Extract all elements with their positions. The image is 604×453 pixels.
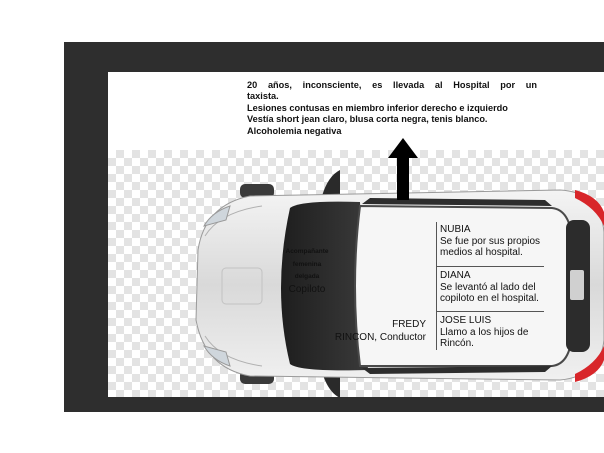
driver-line-1: FREDY xyxy=(392,319,426,330)
passenger-name: NUBIA xyxy=(440,224,471,235)
description-line-4: Vestía short jean claro, blusa corta negra, tenis blanco. xyxy=(247,114,488,125)
driver-line-2: RINCON, Conductor xyxy=(334,331,426,343)
companion-role: Copiloto xyxy=(288,283,326,295)
passenger-name: JOSE LUIS xyxy=(440,315,492,326)
description-line-5: Alcoholemia negativa xyxy=(247,125,342,136)
passenger-name: DIANA xyxy=(440,270,471,281)
companion-line-3: delgada xyxy=(294,273,320,280)
passenger-divider xyxy=(436,311,544,312)
description-line-2: taxista. xyxy=(247,91,279,102)
description-line-1: 20 años, inconsciente, es llevada al Hospital por un xyxy=(247,80,537,90)
passenger-nubia xyxy=(440,224,550,259)
passenger-note-line-1: Se levantó al lado del xyxy=(440,281,536,293)
companion-line-1: Acompañante xyxy=(285,248,329,255)
passenger-note-line-2: medios al hospital. xyxy=(440,247,523,259)
description-line-3: Lesiones contusas en miembro inferior derecho e izquierdo xyxy=(247,102,508,113)
passenger-jose-luis xyxy=(440,315,550,350)
passenger-note-line-1: Llamo a los hijos de xyxy=(440,326,529,338)
driver-label xyxy=(318,319,426,344)
companion-line-2: femenina xyxy=(292,260,322,268)
passenger-note-line-2: copiloto en el hospital. xyxy=(440,293,539,305)
passenger-divider xyxy=(436,266,544,267)
passenger-column-divider xyxy=(436,222,437,350)
companion-label xyxy=(262,246,352,296)
passenger-note-line-1: Se fue por sus propios xyxy=(440,235,541,247)
up-arrow-icon xyxy=(388,138,418,200)
passenger-diana xyxy=(440,270,550,305)
passenger-note-line-2: Rincón. xyxy=(440,338,474,350)
